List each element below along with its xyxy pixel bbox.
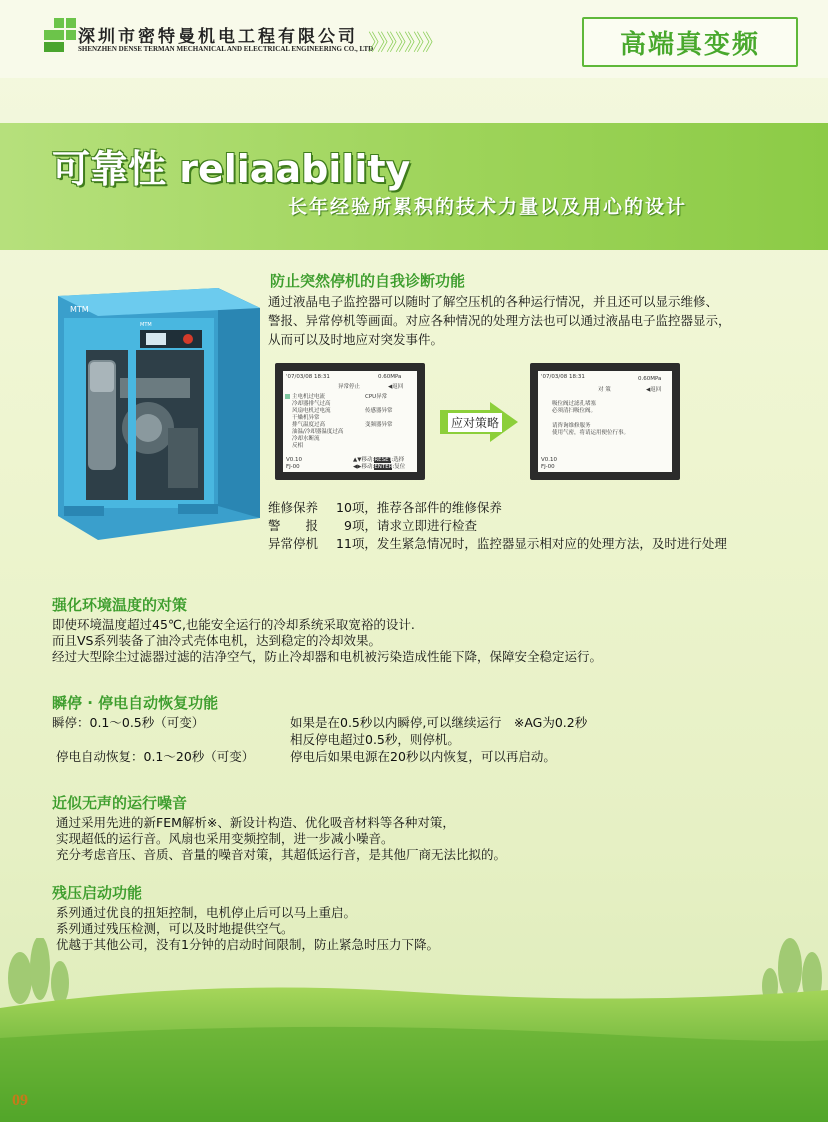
section5-line-3: 优越于其他公司，没有1分钟的启动时间限制，防止紧急时压力下降。 [56, 937, 439, 952]
section2-line-3: 经过大型除尘过滤器过滤的洁净空气，防止冷却器和电机被污染造成性能下降，保障安全稳定运行。 [52, 649, 603, 664]
arrow-label: 应对策略 [448, 413, 502, 432]
item-abnormal-stop: 异常停机 11项，发生紧急情况时，监控器显示相对应的处理方法，及时进行处理 [268, 536, 727, 551]
power-recovery-range: 停电自动恢复：0.1～20秒（可变） [56, 749, 255, 764]
company-logo-icon [44, 18, 76, 58]
screen2-model: FJ-00 [541, 464, 555, 470]
screen1-nav2: ◀▶移动:ENTER:复位 [353, 464, 406, 470]
monitor-screen-fault [275, 363, 425, 480]
screen1-title: 异常停止 [338, 384, 361, 390]
screen2-back: ◀返回 [646, 387, 662, 393]
section2-heading: 强化环境温度的对策 [52, 596, 188, 614]
page-number: 09 [12, 1092, 28, 1109]
power-recovery-desc: 停电后如果电源在20秒以内恢复，可以再启动。 [290, 749, 556, 764]
screen1-item: 冷却水断流 [292, 436, 320, 442]
screen1-item: 干燥机异常 [292, 415, 320, 421]
company-name-en: SHENZHEN DENSE TERMAN MECHANICAL AND ELECTRICAL ENGINEERING CO., LTD [78, 45, 374, 53]
section1-line-2: 警报、异常停机等画面。对应各种情况的处理方法也可以通过液晶电子监控器显示， [268, 313, 731, 328]
page-header [0, 0, 828, 78]
screen1-item: 变频器异常 [365, 422, 393, 428]
section5-line-1: 系列通过优良的扭矩控制，电机停止后可以马上重启。 [56, 905, 357, 920]
screen1-nav1: ▲▼移动:RESET:选择 [353, 457, 405, 463]
banner-title: 可靠性 reliaability [52, 147, 411, 191]
section3-heading: 瞬停 · 停电自动恢复功能 [52, 694, 219, 712]
screen1-version: V0.10 [286, 457, 303, 463]
screen1-item: 传感器异常 [365, 408, 393, 414]
screen1-item: 风扇电机过电流 [292, 408, 331, 414]
screen1-item: 反相 [292, 443, 304, 449]
screen1-item: 排气温度过高 [292, 422, 326, 428]
section2-line-1: 即使环境温度超过45℃,也能安全运行的冷却系统采取宽裕的设计. [52, 617, 415, 632]
screen1-pressure: 0.60MPa [378, 374, 402, 380]
machine-brand: MTM [70, 305, 89, 314]
item-maintenance: 维修保养 10项，推荐各部件的维修保养 [268, 500, 502, 515]
section5-line-2: 系列通过残压检测，可以及时地提供空气。 [56, 921, 294, 936]
section4-line-1: 通过采用先进的新FEM解析※、新设计构造、优化吸音材料等各种对策， [56, 815, 455, 830]
screen2-version: V0.10 [541, 457, 558, 463]
screen1-model: FJ-00 [286, 464, 300, 470]
tagline-box [582, 17, 798, 67]
screen2-datetime: '07/03/08 18:31 [541, 374, 585, 380]
section4-heading: 近似无声的运行噪音 [52, 794, 188, 812]
air-compressor-image [28, 278, 260, 548]
instant-stop-desc: 如果是在0.5秒以内瞬停,可以继续运行 ※AG为0.2秒 [290, 715, 588, 730]
screen1-back: ◀返回 [388, 384, 404, 390]
monitor-screen-countermeasure [530, 363, 680, 480]
screen1-item: 油温/冷却器温度过高 [292, 429, 344, 435]
screen1-item: CPU异常 [365, 394, 388, 400]
screen1-item: 冷却器排气过高 [292, 401, 331, 407]
instant-stop-desc-2: 相反停电超过0.5秒，则停机。 [290, 732, 460, 747]
screen2-line: 使用气密，将请运用便位行事。 [552, 430, 630, 436]
screen1-datetime: '07/03/08 18:31 [286, 374, 330, 380]
section2-line-2: 而且VS系列装备了油冷式壳体电机，达到稳定的冷却效果。 [52, 633, 381, 648]
banner-subtitle: 长年经验所累积的技术力量以及用心的设计 [288, 196, 688, 218]
section1-heading: 防止突然停机的自我诊断功能 [270, 272, 466, 290]
company-name-cn: 深圳市密特曼机电工程有限公司 [78, 27, 358, 47]
screen1-item: 主电机过电流 [292, 394, 326, 400]
section1-line-3: 从而可以及时地应对突发事件。 [268, 332, 444, 347]
item-alarm: 警 报 9项，请求立即进行检查 [268, 518, 477, 533]
section5-heading: 残压启动功能 [52, 884, 143, 902]
section4-line-2: 实现超低的运行音。风扇也采用变频控制，进一步减小噪音。 [56, 831, 394, 846]
tagline: 高端真变频 [619, 29, 760, 60]
section4-line-3: 充分考虑音压、音质、音量的噪音对策，其超低运行音，是其他厂商无法比拟的。 [56, 847, 507, 862]
screen2-line: 请咨询维修服务 [552, 423, 591, 429]
section1-line-1: 通过液晶电子监控器可以随时了解空压机的各种运行情况，并且还可以显示维修、 [268, 294, 719, 309]
screen2-pressure: 0.60MPa [638, 376, 662, 382]
machine-plate: MTM [140, 322, 152, 328]
grass-landscape-image [0, 938, 828, 1122]
instant-stop-range: 瞬停：0.1～0.5秒（可变） [52, 715, 205, 730]
chevron-decoration: 》》》》》》》 [368, 31, 443, 56]
screen2-title: 对 策 [598, 387, 611, 393]
screen2-line: 吸位阀过滤孔堵塞 [552, 401, 597, 407]
screen2-line: 必须清扫吸位阀。 [552, 408, 597, 414]
